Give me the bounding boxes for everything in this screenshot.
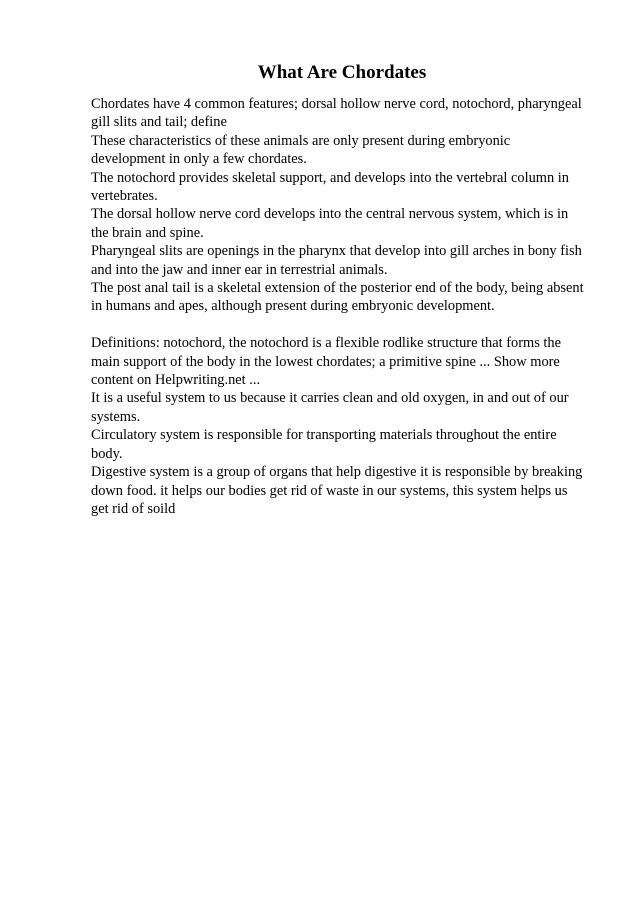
document-body xyxy=(91,95,596,518)
text-line: development in only a few chordates. xyxy=(91,151,307,168)
text-line: Definitions: notochord, the notochord is a flexible rodlike structure that forms the xyxy=(91,335,561,352)
text-line: systems. xyxy=(91,408,141,425)
text-line: down food. it helps our bodies get rid of waste in our systems, this system helps us xyxy=(91,482,568,499)
text-line: The dorsal hollow nerve cord develops into the central nervous system, which is in xyxy=(91,206,569,223)
text-line: get rid of soild xyxy=(91,500,176,517)
text-line: It is a useful system to us because it carries clean and old oxygen, in and out of our xyxy=(91,390,569,407)
text-line: These characteristics of these animals are only present during embryonic xyxy=(91,132,511,149)
text-line: the brain and spine. xyxy=(91,224,204,241)
text-line: in humans and apes, although present during embryonic development. xyxy=(91,298,495,315)
text-line: Chordates have 4 common features; dorsal hollow nerve cord, notochord, pharyngeal xyxy=(91,96,582,112)
text-line: The post anal tail is a skeletal extension of the posterior end of the body, being absent xyxy=(91,280,584,297)
text-line: The notochord provides skeletal support, and develops into the vertebral column in xyxy=(91,169,569,186)
section-definitions xyxy=(91,334,596,518)
section-features xyxy=(91,95,596,316)
text-line: Digestive system is a group of organs that help digestive it is responsible by breaking xyxy=(91,464,583,481)
document-title: What Are Chordates xyxy=(257,62,427,83)
text-line: Pharyngeal slits are openings in the pharynx that develop into gill arches in bony fish xyxy=(91,243,582,260)
text-line: and into the jaw and inner ear in terrestrial animals. xyxy=(91,261,388,278)
text-line: content on Helpwriting.net ... xyxy=(91,372,261,389)
text-line: main support of the body in the lowest chordates; a primitive spine ... Show more xyxy=(91,353,560,370)
paragraph-gap xyxy=(91,316,596,334)
text-line: gill slits and tail; define xyxy=(91,114,227,131)
text-line: Circulatory system is responsible for transporting materials throughout the entire xyxy=(91,427,557,444)
text-line: vertebrates. xyxy=(91,188,158,205)
text-line: body. xyxy=(91,445,123,462)
